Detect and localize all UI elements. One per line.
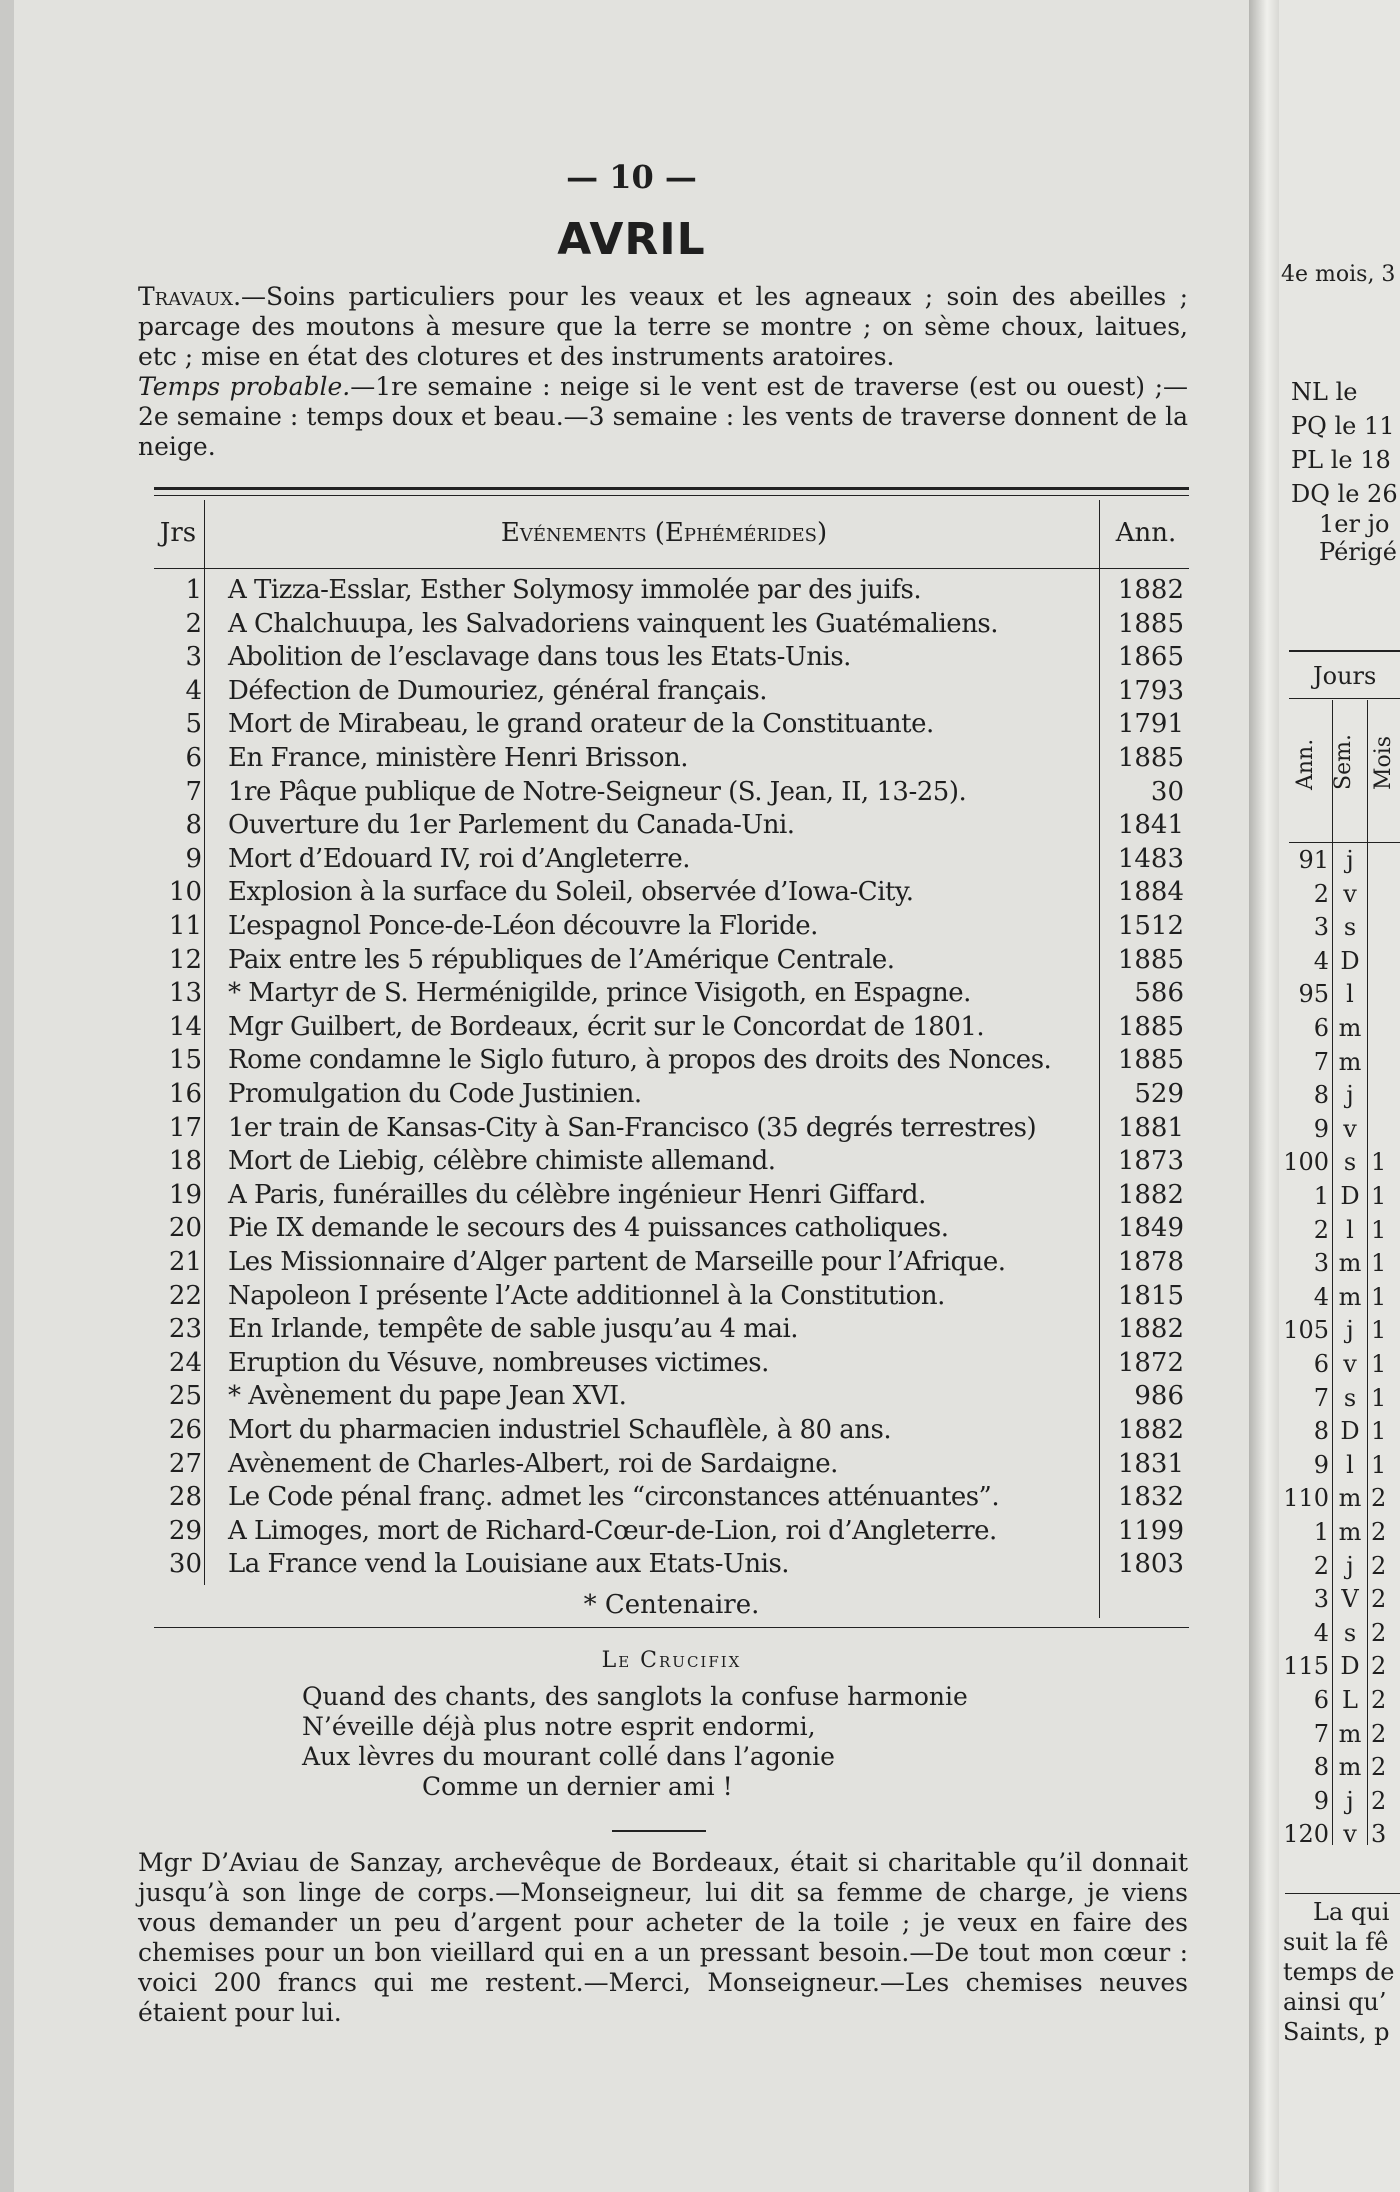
right-cell-s: m <box>1338 1484 1362 1513</box>
day-cell: 18 <box>168 1146 202 1177</box>
right-cell-s: j <box>1346 1786 1354 1815</box>
moon-phase: NL le <box>1291 378 1358 406</box>
header-rule <box>154 568 1189 569</box>
poem-rule <box>612 1830 706 1832</box>
event-cell: Rome condamne le Siglo futuro, à propos des droits des Nonces. <box>228 1045 1052 1076</box>
right-cell-a: 8 <box>1313 1081 1329 1110</box>
right-cell-a: 8 <box>1313 1417 1329 1446</box>
year-cell: 1872 <box>1117 1347 1184 1378</box>
right-cell-a: 7 <box>1313 1383 1329 1412</box>
right-cell-m: 2 <box>1371 1652 1387 1681</box>
day-cell: 27 <box>168 1448 202 1479</box>
right-cell-s: m <box>1338 1014 1362 1042</box>
right-col-divider <box>1367 700 1368 1845</box>
right-cell-m: 1 <box>1371 1249 1387 1278</box>
temps-label: Temps probable. <box>138 372 351 401</box>
table-row <box>154 1145 1189 1179</box>
right-cell-a: 9 <box>1313 1450 1329 1479</box>
right-cell-m: 2 <box>1371 1551 1387 1580</box>
year-cell: 1841 <box>1117 810 1184 841</box>
table-row <box>154 1112 1189 1146</box>
right-cell-a: 8 <box>1313 1753 1329 1782</box>
event-cell: L’espagnol Ponce-de-Léon découvre la Floride. <box>228 911 818 941</box>
event-cell: Mort de Mirabeau, le grand orateur de la Constituante. <box>228 709 934 740</box>
table-row <box>154 608 1189 642</box>
right-col-head: Mois <box>1371 735 1396 790</box>
right-cell-m: 2 <box>1371 1518 1387 1546</box>
right-cell-m: 1 <box>1371 1148 1387 1177</box>
event-cell: Paix entre les 5 républiques de l’Amérique Centrale. <box>228 944 895 975</box>
year-cell: 1832 <box>1117 1482 1184 1513</box>
event-cell: A Chalchuupa, les Salvadoriens vainquent les Guatémaliens. <box>228 608 999 639</box>
right-cell-a: 2 <box>1313 1551 1329 1580</box>
right-month-label: 4e mois, 3 <box>1281 262 1396 287</box>
table-row <box>154 1212 1189 1246</box>
right-page <box>1279 0 1400 2192</box>
year-cell: 1885 <box>1117 944 1184 975</box>
right-cell-s: j <box>1346 1551 1354 1580</box>
year-cell: 1483 <box>1117 843 1184 874</box>
event-cell: A Paris, funérailles du célèbre ingénieur Henri Giffard. <box>228 1179 926 1210</box>
book-gutter <box>1249 0 1279 2192</box>
right-cell-a: 3 <box>1313 1585 1329 1614</box>
travaux-label: Travaux. <box>138 282 242 311</box>
poem-line: Comme un dernier ami ! <box>422 1772 733 1801</box>
table-row <box>154 977 1189 1011</box>
right-cell-a: 4 <box>1313 946 1329 975</box>
right-cell-a: 4 <box>1313 1618 1329 1647</box>
right-cell-m: 3 <box>1371 1820 1387 1849</box>
event-cell: Ouverture du 1er Parlement du Canada-Uni. <box>228 810 795 841</box>
right-cell-s: v <box>1343 879 1357 908</box>
table-row <box>154 1548 1189 1582</box>
right-col-head: Sem. <box>1331 734 1356 790</box>
event-cell: En France, ministère Henri Brisson. <box>228 743 688 773</box>
right-cell-s: s <box>1343 1618 1357 1647</box>
poem-line: Aux lèvres du mourant collé dans l’agonie <box>302 1742 835 1771</box>
right-cell-s: l <box>1346 1450 1354 1479</box>
right-cell-m: 2 <box>1371 1618 1387 1647</box>
table-row <box>154 1280 1189 1314</box>
right-line: 1er jo <box>1319 510 1390 538</box>
day-cell: 14 <box>168 1011 202 1042</box>
right-rule <box>1289 698 1400 699</box>
travaux-text: —Soins particuliers pour les veaux et les agneaux ; soin des abeilles ; parcage des moutons à mesure que la terre se montre ; on sème choux, laitues, etc ; mise en état des clotures et des instruments aratoires. <box>138 282 1188 371</box>
right-foot-line: ainsi qu’ <box>1283 1988 1387 2016</box>
event-cell: Pie IX demande le secours des 4 puissances catholiques. <box>228 1213 949 1244</box>
right-cell-a: 3 <box>1313 913 1329 942</box>
right-cell-m: 2 <box>1371 1753 1387 1782</box>
moon-phase: PQ le 11 <box>1291 412 1395 440</box>
poem-line: N’éveille déjà plus notre esprit endormi, <box>302 1712 816 1741</box>
event-cell: 1er train de Kansas-City à San-Francisco (35 degrés terrestres) <box>228 1112 1037 1143</box>
day-cell: 22 <box>168 1280 202 1311</box>
right-cell-m: 2 <box>1371 1484 1387 1513</box>
right-cell-a: 120 <box>1283 1820 1329 1849</box>
year-cell: 986 <box>1134 1381 1184 1412</box>
right-cell-s: j <box>1346 1081 1354 1110</box>
temps-text: —1re semaine : neige si le vent est de traverse (est ou ouest) ;—2e semaine : temps doux et beau.—3 semaine : les vents de traverse donnent de la neige. <box>138 372 1189 461</box>
event-cell: Mort du pharmacien industriel Schauflèle, à 80 ans. <box>228 1415 892 1445</box>
right-cell-m: 1 <box>1371 1316 1387 1345</box>
day-cell: 6 <box>185 743 202 773</box>
event-cell: La France vend la Louisiane aux Etats-Unis. <box>228 1549 790 1580</box>
right-cell-s: m <box>1338 1047 1362 1076</box>
right-cell-s: j <box>1346 846 1354 874</box>
day-cell: 9 <box>185 843 202 874</box>
table-row <box>154 843 1189 877</box>
right-cell-s: l <box>1346 980 1354 1009</box>
table-row <box>154 944 1189 978</box>
year-cell: 1882 <box>1117 1415 1184 1445</box>
event-cell: Eruption du Vésuve, nombreuses victimes. <box>228 1347 769 1378</box>
right-cell-a: 6 <box>1313 1350 1329 1378</box>
day-cell: 3 <box>185 642 202 673</box>
day-cell: 16 <box>168 1079 202 1109</box>
table-row <box>154 876 1189 910</box>
right-cell-m: 1 <box>1371 1182 1387 1210</box>
day-cell: 24 <box>168 1347 202 1378</box>
right-rule <box>1285 1893 1400 1894</box>
year-cell: 1791 <box>1117 709 1184 740</box>
right-cell-m: 1 <box>1371 1350 1387 1378</box>
right-cell-s: D <box>1340 1652 1360 1681</box>
right-cell-s: j <box>1346 1316 1354 1345</box>
table-row <box>154 1448 1189 1482</box>
table-row <box>154 574 1189 608</box>
right-foot-line: suit la fê <box>1283 1928 1389 1956</box>
right-foot-line: Saints, p <box>1283 2018 1390 2046</box>
right-foot-line: temps de <box>1283 1958 1395 1986</box>
year-cell: 1885 <box>1117 1045 1184 1076</box>
right-cell-a: 6 <box>1313 1014 1329 1042</box>
year-cell: 1885 <box>1117 608 1184 639</box>
right-col-head: Ann. <box>1293 738 1318 790</box>
right-cell-s: v <box>1343 1114 1357 1143</box>
right-rule <box>1289 842 1400 843</box>
day-cell: 11 <box>168 911 202 941</box>
right-cell-s: m <box>1338 1518 1362 1546</box>
event-cell: Défection de Dumouriez, général français. <box>228 675 767 706</box>
right-cell-s: m <box>1338 1282 1362 1311</box>
table-row <box>154 675 1189 709</box>
table-row <box>154 708 1189 742</box>
right-cell-a: 1 <box>1313 1182 1329 1210</box>
day-cell: 8 <box>185 810 202 841</box>
year-cell: 1882 <box>1117 1179 1184 1210</box>
day-cell: 5 <box>185 709 202 740</box>
year-cell: 1878 <box>1117 1247 1184 1277</box>
year-cell: 1881 <box>1117 1112 1184 1143</box>
table-row <box>154 1078 1189 1112</box>
day-cell: 30 <box>168 1549 202 1580</box>
day-cell: 13 <box>168 978 202 1009</box>
table-row <box>154 1380 1189 1414</box>
travaux-paragraph <box>138 282 1188 372</box>
month-title: AVRIL <box>557 214 706 265</box>
day-cell: 1 <box>185 575 202 605</box>
right-rule <box>1289 650 1400 652</box>
right-cell-s: v <box>1343 1820 1357 1849</box>
event-cell: Avènement de Charles-Albert, roi de Sardaigne. <box>228 1448 838 1479</box>
year-cell: 1803 <box>1117 1549 1184 1580</box>
event-cell: Abolition de l’esclavage dans tous les Etats-Unis. <box>228 642 851 673</box>
year-cell: 1884 <box>1117 877 1184 908</box>
year-cell: 1873 <box>1117 1146 1184 1177</box>
right-cell-s: m <box>1338 1249 1362 1278</box>
right-cell-s: s <box>1343 913 1357 942</box>
table-row <box>154 809 1189 843</box>
year-cell: 1815 <box>1117 1280 1184 1311</box>
right-cell-a: 7 <box>1313 1719 1329 1748</box>
header-days: Jrs <box>159 518 197 548</box>
event-cell: Napoleon I présente l’Acte additionnel à la Constitution. <box>228 1280 945 1311</box>
event-cell: En Irlande, tempête de sable jusqu’au 4 mai. <box>228 1314 799 1345</box>
day-cell: 28 <box>168 1482 202 1513</box>
right-cell-s: m <box>1338 1719 1362 1748</box>
day-cell: 2 <box>185 608 202 639</box>
table-row <box>154 1515 1189 1549</box>
right-cell-m: 1 <box>1371 1450 1387 1479</box>
event-cell: A Limoges, mort de Richard-Cœur-de-Lion, roi d’Angleterre. <box>228 1515 997 1546</box>
right-cell-m: 1 <box>1371 1282 1387 1311</box>
right-cell-a: 1 <box>1313 1518 1329 1546</box>
year-cell: 1512 <box>1117 911 1184 941</box>
right-cell-s: D <box>1340 1417 1360 1446</box>
right-cell-a: 95 <box>1298 980 1329 1009</box>
centenary-note: * Centenaire. <box>583 1590 760 1620</box>
right-cell-m: 1 <box>1371 1215 1387 1244</box>
table-top-rule <box>154 487 1189 490</box>
right-cell-a: 105 <box>1283 1316 1329 1345</box>
right-cell-a: 6 <box>1313 1686 1329 1714</box>
header-year: Ann. <box>1115 518 1177 548</box>
day-cell: 4 <box>185 675 202 706</box>
event-cell: Promulgation du Code Justinien. <box>228 1079 642 1109</box>
right-cell-a: 3 <box>1313 1249 1329 1278</box>
right-cell-a: 91 <box>1298 846 1329 874</box>
year-cell: 1865 <box>1117 642 1184 673</box>
event-cell: * Avènement du pape Jean XVI. <box>228 1381 627 1412</box>
right-cell-m: 2 <box>1371 1585 1387 1614</box>
day-cell: 21 <box>168 1247 202 1277</box>
right-cell-m: 2 <box>1371 1719 1387 1748</box>
event-cell: Le Code pénal franç. admet les “circonstances atténuantes”. <box>228 1482 1000 1513</box>
anecdote-paragraph: Mgr D’Aviau de Sanzay, archevêque de Bordeaux, était si charitable qu’il donnait jusqu’à son linge de corps.—Monseigneur, lui dit sa femme de charge, je viens vous demander un peu d’argent pour acheter de la toile ; je veux en faire des chemises pour un bon vieillard qui en a un pressant besoin.—De tout mon cœur : voici 200 francs qui me restent.—Merci, Monseigneur.—Les chemises neuves étaient pour lui. <box>138 1848 1188 2027</box>
right-cell-s: m <box>1338 1753 1362 1782</box>
year-cell: 30 <box>1150 776 1184 807</box>
page-number: — 10 — <box>566 158 697 196</box>
year-cell: 1849 <box>1117 1213 1184 1244</box>
year-cell: 1885 <box>1117 743 1184 773</box>
right-cell-a: 100 <box>1283 1148 1329 1177</box>
year-cell: 1885 <box>1117 1011 1184 1042</box>
table-row <box>154 1044 1189 1078</box>
table-top-rule-thin <box>154 495 1189 496</box>
right-cell-s: V <box>1341 1585 1359 1614</box>
right-foot-line: La qui <box>1313 1898 1390 1926</box>
event-cell: Mort de Liebig, célèbre chimiste allemand. <box>228 1146 776 1177</box>
temps-paragraph <box>138 372 1188 462</box>
table-row <box>154 776 1189 810</box>
table-row <box>154 641 1189 675</box>
right-cell-a: 7 <box>1313 1047 1329 1076</box>
right-cell-a: 115 <box>1283 1652 1329 1681</box>
event-cell: A Tizza-Esslar, Esther Solymosy immolée par des juifs. <box>228 575 922 605</box>
day-cell: 7 <box>185 776 202 807</box>
moon-phase: PL le 18 <box>1291 446 1391 474</box>
table-row <box>154 1179 1189 1213</box>
year-cell: 529 <box>1134 1079 1184 1109</box>
right-cell-s: l <box>1346 1215 1354 1244</box>
year-cell: 1199 <box>1117 1515 1184 1546</box>
right-cell-s: s <box>1343 1148 1357 1177</box>
header-events: Evénements (Ephémérides) <box>500 518 828 548</box>
event-cell: Explosion à la surface du Soleil, observée d’Iowa-City. <box>228 877 914 908</box>
table-row <box>154 1414 1189 1448</box>
day-cell: 17 <box>168 1112 202 1143</box>
year-cell: 1882 <box>1117 1314 1184 1345</box>
day-cell: 29 <box>168 1515 202 1546</box>
day-cell: 12 <box>168 944 202 975</box>
right-cell-a: 4 <box>1313 1282 1329 1311</box>
right-cell-s: s <box>1343 1383 1357 1412</box>
table-row <box>154 910 1189 944</box>
right-cell-s: D <box>1340 1182 1360 1210</box>
right-cell-m: 2 <box>1371 1786 1387 1815</box>
table-row <box>154 1347 1189 1381</box>
poem-title: Le Crucifix <box>601 1648 742 1673</box>
year-cell: 1831 <box>1117 1448 1184 1479</box>
right-cell-a: 110 <box>1283 1484 1329 1513</box>
left-page <box>14 0 1251 2192</box>
event-cell: 1re Pâque publique de Notre-Seigneur (S. Jean, II, 13-25). <box>228 776 967 807</box>
right-cell-s: L <box>1342 1686 1358 1714</box>
event-cell: Mort d’Edouard IV, roi d’Angleterre. <box>228 843 690 874</box>
event-cell: * Martyr de S. Herménigilde, prince Visigoth, en Espagne. <box>228 978 971 1009</box>
table-row <box>154 1481 1189 1515</box>
right-cell-a: 2 <box>1313 879 1329 908</box>
poem-line: Quand des chants, des sanglots la confuse harmonie <box>302 1682 968 1711</box>
right-cell-a: 9 <box>1313 1786 1329 1815</box>
right-col-divider <box>1332 700 1333 1845</box>
right-cell-m: 1 <box>1371 1383 1387 1412</box>
table-row <box>154 1246 1189 1280</box>
right-jours-header: Jours <box>1313 662 1377 690</box>
right-cell-a: 9 <box>1313 1114 1329 1143</box>
day-cell: 26 <box>168 1415 202 1445</box>
table-bottom-rule <box>154 1627 1189 1628</box>
table-row <box>154 1011 1189 1045</box>
day-cell: 25 <box>168 1381 202 1412</box>
right-cell-a: 2 <box>1313 1215 1329 1244</box>
moon-phase: DQ le 26 <box>1291 480 1398 508</box>
table-row <box>154 742 1189 776</box>
right-cell-m: 2 <box>1371 1686 1387 1714</box>
day-cell: 20 <box>168 1213 202 1244</box>
day-cell: 10 <box>168 877 202 908</box>
right-cell-s: v <box>1343 1350 1357 1378</box>
day-cell: 15 <box>168 1045 202 1076</box>
day-cell: 23 <box>168 1314 202 1345</box>
day-cell: 19 <box>168 1179 202 1210</box>
year-cell: 1882 <box>1117 575 1184 605</box>
right-cell-s: D <box>1340 946 1360 975</box>
year-cell: 1793 <box>1117 675 1184 706</box>
event-cell: Mgr Guilbert, de Bordeaux, écrit sur le Concordat de 1801. <box>228 1011 985 1042</box>
right-line: Périgé <box>1319 538 1397 566</box>
table-row <box>154 1313 1189 1347</box>
right-cell-m: 1 <box>1371 1417 1387 1446</box>
year-cell: 586 <box>1134 978 1184 1009</box>
event-cell: Les Missionnaire d’Alger partent de Marseille pour l’Afrique. <box>228 1247 1006 1277</box>
